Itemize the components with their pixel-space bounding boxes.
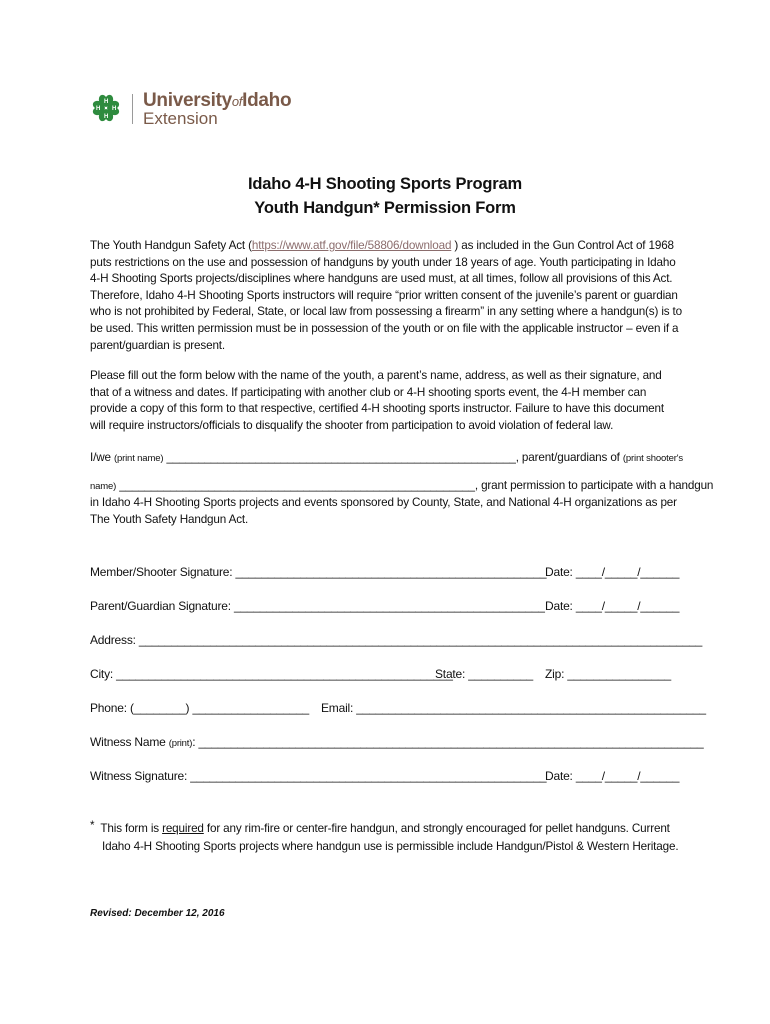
witness-name-field[interactable]: Witness Name (print): ______________________________________________________________________________ [90,735,704,749]
atf-link[interactable]: https://www.atf.gov/file/58806/download [251,239,452,252]
instructions-paragraph: Please fill out the form below with the name of the youth, a parent’s name, address, as well as their signature, and that of a witness and dates. If participating with another club or 4-H shooting sports event, the 4-H member can provide a copy of this form to that respective, certified 4-H shooting sports instructor. Failure to have this document will require instructors/officials to disqualify the shooter from participation to avoid violation of federal law. [90,369,664,432]
footnote: * This form is required for any rim-fire or center-fire handgun, and strongly encouraged for pellet handguns. Current Idaho 4-H Shooting Sports projects where handgun use is permissible include Handgun/Pistol & Western Heritage. [90,819,679,853]
member-signature-field[interactable]: Member/Shooter Signature: ________________________________________________ [90,565,547,579]
parent-date-field[interactable]: Date: ____/_____/______ [545,599,680,613]
consent-line-2: name) ________________________________________________________, grant permission to participate with a handgun [90,479,714,492]
parent-signature-field[interactable]: Parent/Guardian Signature: ________________________________________________ [90,599,545,613]
4h-clover-icon [90,92,122,124]
logo-extension: Extension [143,109,218,128]
phone-field[interactable]: Phone: (________) __________________ [90,701,310,715]
consent-line-4: The Youth Safety Handgun Act. [90,513,249,526]
university-logo [90,92,310,128]
address-field[interactable]: Address: _______________________________________________________________________________________ [90,633,703,647]
logo-divider [132,94,133,124]
member-date-field[interactable]: Date: ____/_____/______ [545,565,680,579]
parent-name-field[interactable]: _______________________________________________________, [163,451,522,464]
program-title: Idaho 4-H Shooting Sports Program [248,175,522,193]
zip-field[interactable]: Zip: ________________ [545,667,671,681]
city-field[interactable]: City: ____________________________________________________ [90,667,453,681]
svg-text:H: H [96,106,101,112]
intro-paragraph: The Youth Handgun Safety Act (https://www.atf.gov/file/58806/download ) as included in the Gun Control Act of 1968 puts restrictions on the use and possession of handguns by youth under 18 years of age. Youth participating in Idaho 4-H Shooting Sports projects/disciplines where handguns are used must, at all times, follow all provisions of this Act. Therefore, Idaho 4-H Shooting Sports instructors will require “prior written consent of the juvenile’s parent or guardian who is not prohibited by Federal, State, or local law from possessing a firearm” in any setting where a handgun(s) is to be used. This written permission must be in possession of the youth or on file with the applicable instructor – even if a parent/guardian is present. [90,239,682,352]
svg-text:H: H [104,114,109,120]
witness-signature-field[interactable]: Witness Signature: _______________________________________________________ [90,769,547,783]
email-field[interactable]: Email: ______________________________________________________ [321,701,706,715]
logo-university-name: UniversityofIdaho [143,90,292,111]
state-field[interactable]: State: __________ [435,667,534,681]
shooter-name-field[interactable]: ________________________________________________________ [116,479,475,492]
form-title: Youth Handgun* Permission Form [254,199,516,217]
revised-date: Revised: December 12, 2016 [90,908,225,919]
svg-text:H: H [104,99,109,105]
consent-line-1: I/we (print name) _______________________________________________________, parent/guardians of (print shooter's [90,451,684,464]
witness-date-field[interactable]: Date: ____/_____/______ [545,769,680,783]
consent-line-3: in Idaho 4-H Shooting Sports projects and events sponsored by County, State, and National 4-H organizations as per [90,496,677,509]
svg-text:H: H [112,106,117,112]
